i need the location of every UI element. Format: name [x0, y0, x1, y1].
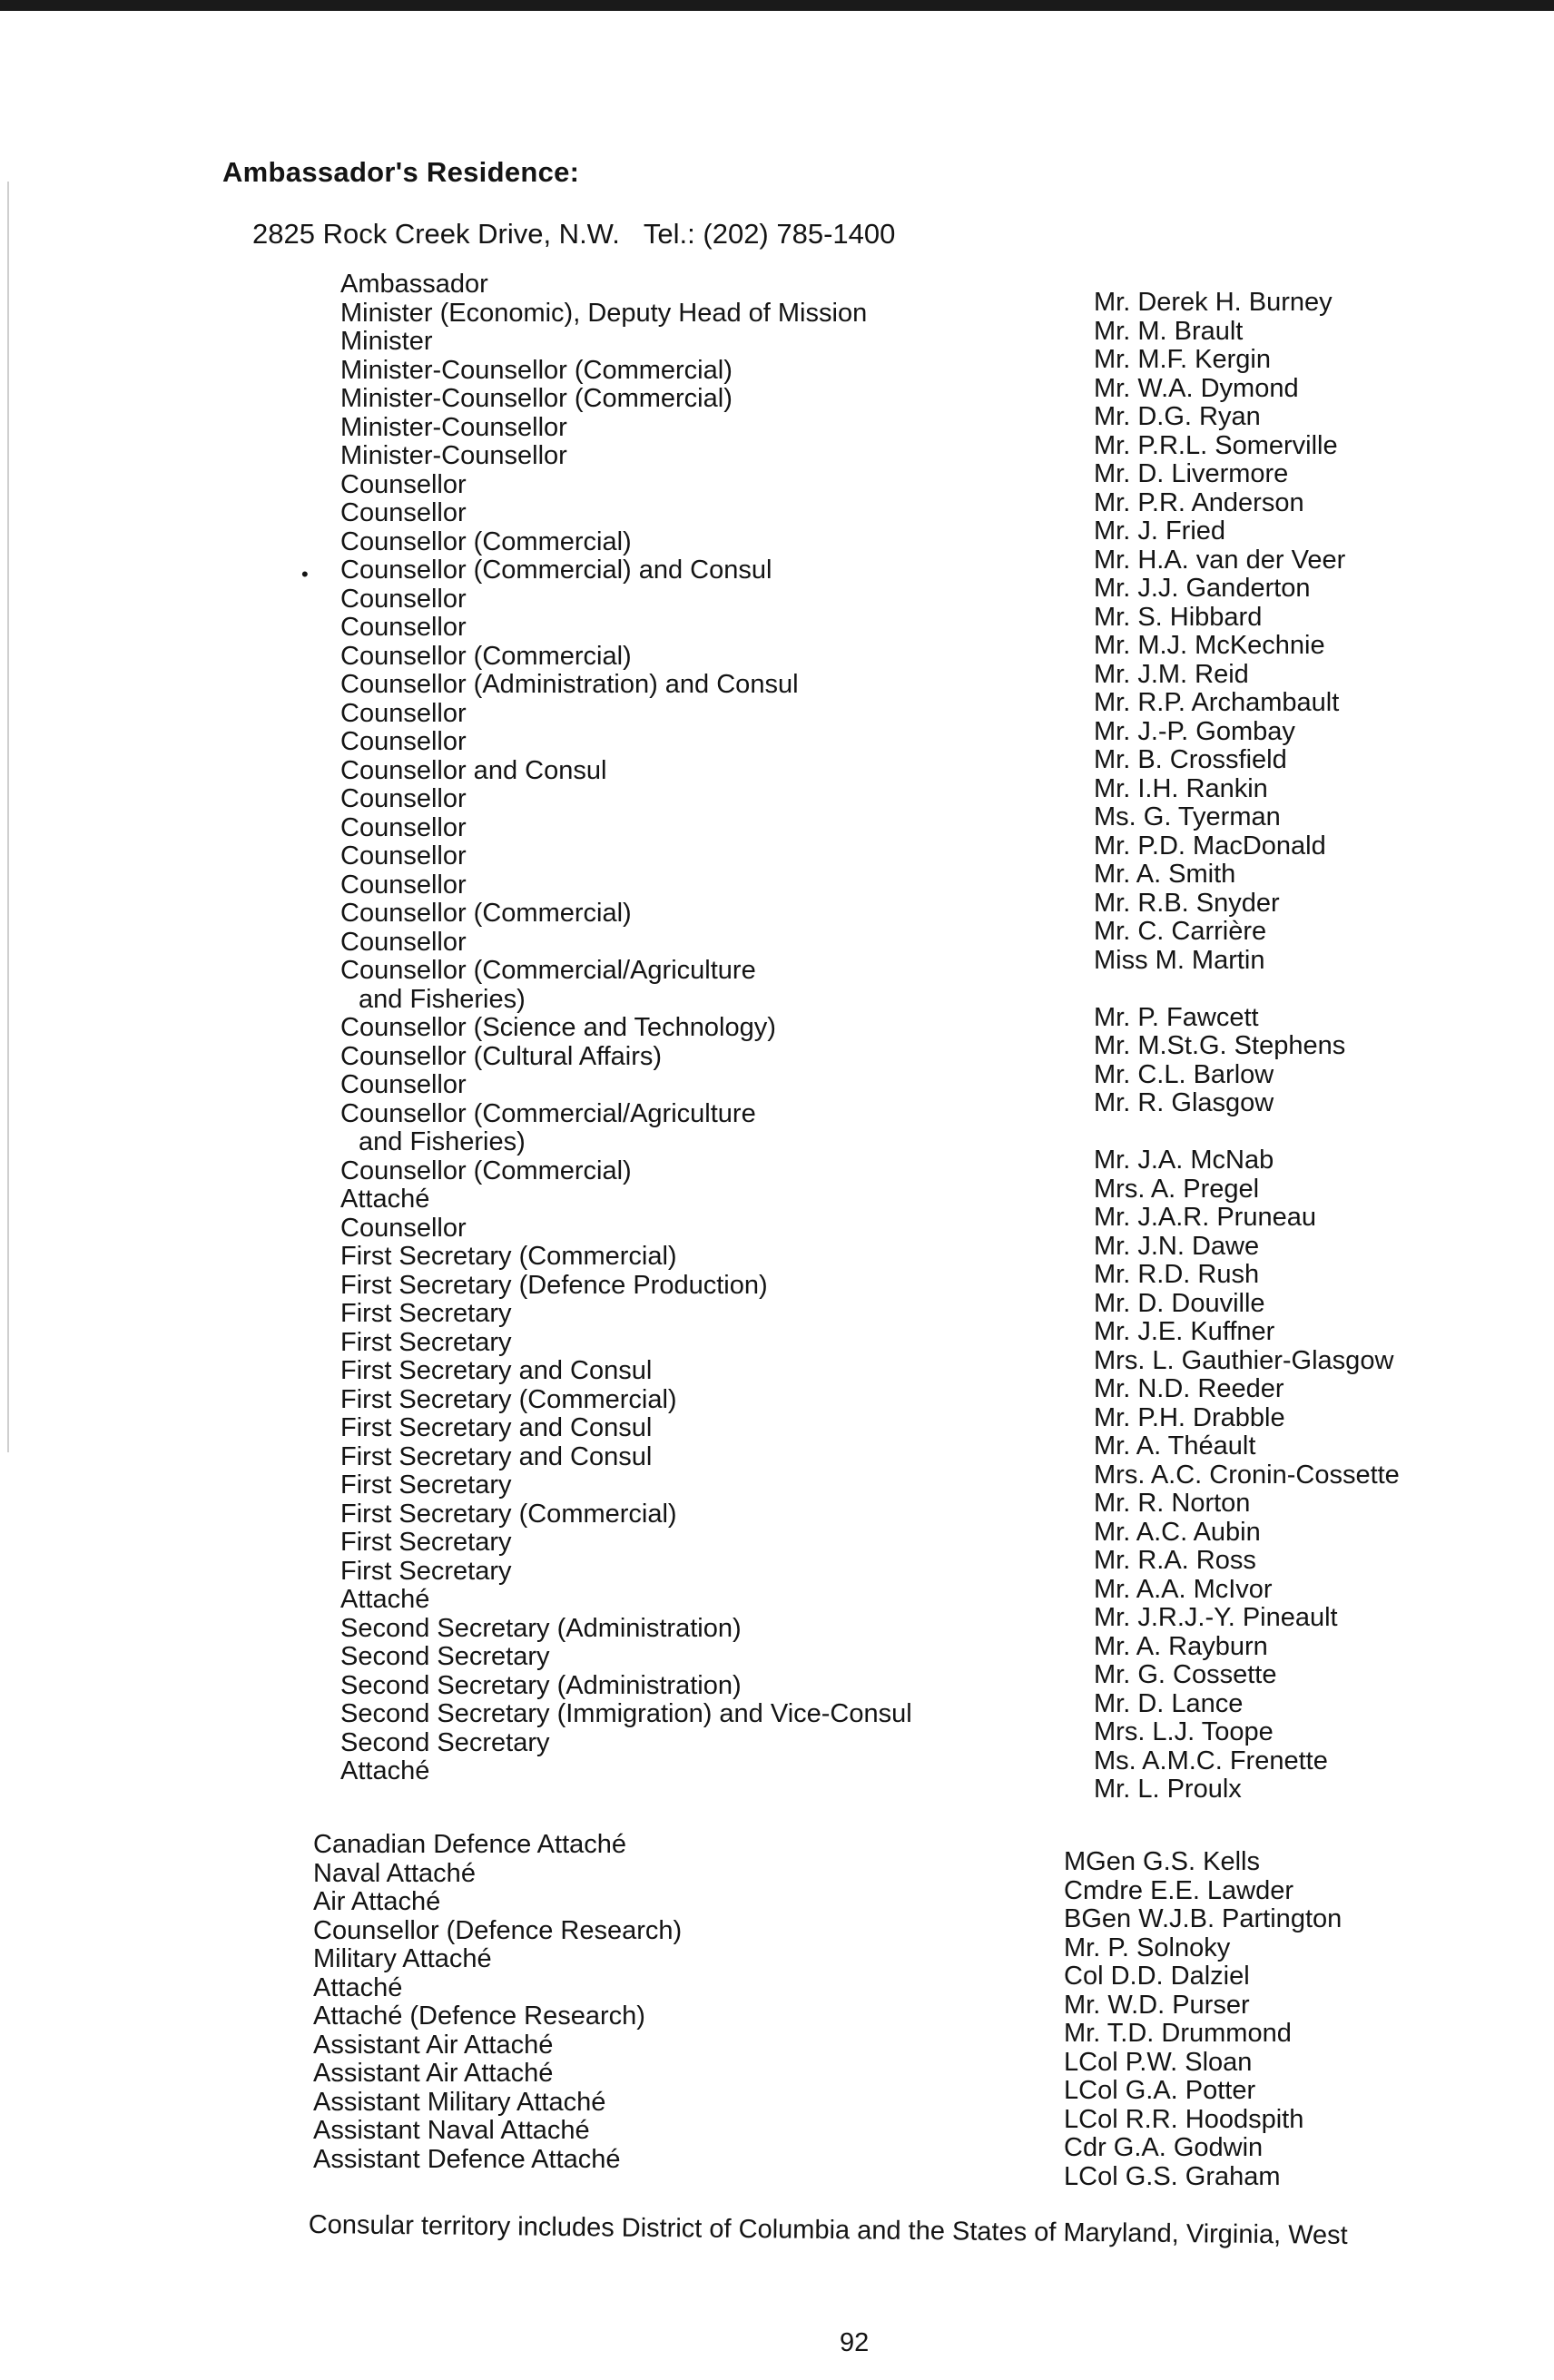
staff-title: Minister-Counsellor (Commercial) [340, 384, 733, 413]
scan-top-edge [0, 0, 1554, 11]
defence-name: LCol G.S. Graham [1064, 2161, 1281, 2191]
staff-title: Counsellor [340, 698, 467, 728]
staff-name: Mr. P. Fawcett [1094, 1002, 1259, 1032]
staff-title: First Secretary and Consul [340, 1356, 653, 1385]
telephone-number: Tel.: (202) 785-1400 [643, 218, 896, 250]
staff-title: Minister-Counsellor (Commercial) [340, 355, 733, 385]
staff-name: Mrs. L. Gauthier-Glasgow [1094, 1345, 1394, 1375]
staff-name: Mr. R.A. Ross [1094, 1546, 1256, 1575]
defence-title: Assistant Defence Attaché [313, 2144, 621, 2174]
staff-title: Counsellor [340, 469, 467, 499]
staff-title: Counsellor (Commercial) [340, 641, 632, 671]
staff-title: First Secretary [340, 1299, 512, 1328]
staff-name: Mr. Derek H. Burney [1094, 288, 1333, 317]
staff-name: Mr. C. Carrière [1094, 917, 1267, 946]
staff-title: First Secretary (Commercial) [340, 1499, 677, 1529]
staff-name: Mr. A. Smith [1094, 860, 1236, 889]
defence-name: Cmdre E.E. Lawder [1064, 1875, 1294, 1905]
staff-title: Counsellor (Administration) and Consul [340, 670, 799, 699]
staff-title: Counsellor [340, 841, 467, 870]
defence-name: Mr. W.D. Purser [1064, 1990, 1250, 2020]
staff-name: Mrs. A.C. Cronin-Cossette [1094, 1460, 1400, 1490]
staff-title: First Secretary [340, 1528, 512, 1557]
defence-name: LCol G.A. Potter [1064, 2076, 1256, 2105]
staff-name: Mr. C.L. Barlow [1094, 1059, 1274, 1089]
staff-name: Mr. D. Lance [1094, 1688, 1244, 1718]
street-address: 2825 Rock Creek Drive, N.W. [252, 218, 620, 250]
staff-name: Mr. R. Norton [1094, 1489, 1251, 1518]
staff-name: Mr. A.A. McIvor [1094, 1574, 1273, 1604]
page-heading: Ambassador's Residence: [222, 156, 580, 188]
staff-title: Counsellor (Commercial) [340, 526, 632, 556]
staff-name: Mrs. A. Pregel [1094, 1174, 1260, 1204]
staff-title: Counsellor (Commercial) and Consul [340, 556, 772, 585]
staff-title: Counsellor (Commercial) [340, 1156, 632, 1185]
defence-name: Cdr G.A. Godwin [1064, 2133, 1264, 2162]
staff-name: Mr. A.C. Aubin [1094, 1517, 1261, 1547]
staff-name: Mr. R. Glasgow [1094, 1088, 1274, 1117]
staff-title: Counsellor [340, 784, 467, 813]
defence-title: Naval Attaché [313, 1858, 476, 1888]
defence-name: MGen G.S. Kells [1064, 1847, 1260, 1876]
staff-title: First Secretary and Consul [340, 1413, 653, 1442]
staff-title: First Secretary and Consul [340, 1441, 653, 1471]
staff-name: Mr. N.D. Reeder [1094, 1374, 1284, 1403]
staff-title: Counsellor (Science and Technology) [340, 1013, 776, 1042]
staff-title: Counsellor [340, 927, 467, 957]
staff-title: Counsellor (Commercial/Agriculture [340, 1098, 756, 1128]
staff-name: Mr. P.R. Anderson [1094, 487, 1304, 517]
defence-name: LCol P.W. Sloan [1064, 2047, 1253, 2077]
staff-title: Second Secretary (Immigration) and Vice-Consul [340, 1699, 912, 1728]
staff-title: Second Secretary [340, 1727, 550, 1757]
staff-name: Mr. R.B. Snyder [1094, 888, 1280, 918]
staff-name: Mr. J. Fried [1094, 516, 1226, 546]
staff-name: Mr. D. Douville [1094, 1288, 1265, 1318]
staff-name: Mr. W.A. Dymond [1094, 373, 1299, 403]
staff-title: Counsellor (Commercial/Agriculture [340, 956, 756, 985]
defence-name: Mr. P. Solnoky [1064, 1933, 1231, 1962]
staff-title: First Secretary [340, 1327, 512, 1357]
staff-title: Attaché [340, 1185, 430, 1214]
consular-territory-note: Consular territory includes District of Columbia and the States of Maryland, Virginia, West [308, 2210, 1348, 2250]
scan-left-edge [7, 182, 9, 1452]
defence-title: Canadian Defence Attaché [313, 1830, 627, 1859]
page-number: 92 [840, 2328, 870, 2357]
defence-title: Assistant Military Attaché [313, 2087, 606, 2117]
staff-name: Mr. M.J. McKechnie [1094, 631, 1325, 660]
staff-title: Counsellor [340, 1070, 467, 1099]
staff-title: Second Secretary [340, 1642, 550, 1671]
staff-name: Mr. P.R.L. Somerville [1094, 430, 1338, 460]
staff-name: Mr. J.E. Kuffner [1094, 1317, 1275, 1346]
staff-title: First Secretary (Defence Production) [340, 1270, 768, 1300]
staff-name: Mr. A. Rayburn [1094, 1631, 1268, 1661]
staff-title: Counsellor [340, 584, 467, 614]
defence-title: Attaché (Defence Research) [313, 2001, 645, 2031]
staff-title: and Fisheries) [359, 984, 526, 1014]
staff-title: Counsellor [340, 1213, 467, 1243]
staff-name: Mr. M.St.G. Stephens [1094, 1031, 1346, 1060]
staff-title: Counsellor (Cultural Affairs) [340, 1041, 663, 1071]
defence-title: Assistant Air Attaché [313, 2059, 554, 2088]
staff-name: Mr. H.A. van der Veer [1094, 545, 1346, 575]
staff-title: Minister-Counsellor [340, 412, 567, 442]
staff-name [1094, 975, 1529, 1004]
staff-name: Ms. G. Tyerman [1094, 802, 1281, 831]
defence-name: BGen W.J.B. Partington [1064, 1904, 1343, 1933]
staff-title: Counsellor [340, 727, 467, 756]
staff-title: Second Secretary (Administration) [340, 1670, 742, 1700]
staff-name: Mr. S. Hibbard [1094, 602, 1263, 632]
defence-title: Assistant Air Attaché [313, 2030, 554, 2060]
staff-title: Attaché [340, 1756, 430, 1785]
staff-title: Counsellor (Commercial) [340, 899, 632, 928]
defence-name: LCol R.R. Hoodspith [1064, 2104, 1304, 2134]
defence-name: Mr. T.D. Drummond [1064, 2019, 1292, 2048]
staff-title: Minister [340, 327, 433, 356]
staff-name: Mr. R.P. Archambault [1094, 688, 1340, 717]
staff-title: Counsellor [340, 498, 467, 527]
defence-title: Air Attaché [313, 1887, 441, 1916]
staff-name: Mr. D.G. Ryan [1094, 402, 1261, 431]
staff-titles-column [340, 270, 976, 1786]
staff-names-column [1094, 289, 1529, 1805]
staff-name: Mr. M. Brault [1094, 316, 1244, 346]
staff-name: Miss M. Martin [1094, 945, 1265, 975]
staff-title: First Secretary [340, 1470, 512, 1500]
defence-title: Counsellor (Defence Research) [313, 1915, 683, 1945]
staff-title: First Secretary (Commercial) [340, 1384, 677, 1414]
staff-name: Mr. P.D. MacDonald [1094, 831, 1326, 861]
staff-title: Attaché [340, 1585, 430, 1614]
staff-name: Mr. G. Cossette [1094, 1660, 1277, 1689]
staff-name: Ms. A.M.C. Frenette [1094, 1746, 1328, 1775]
staff-name: Mrs. L.J. Toope [1094, 1717, 1274, 1746]
staff-name: Mr. J.J. Ganderton [1094, 574, 1311, 603]
staff-name: Mr. J.N. Dawe [1094, 1231, 1260, 1261]
staff-name: Mr. J.A.R. Pruneau [1094, 1203, 1316, 1232]
staff-name: Mr. A. Théault [1094, 1431, 1256, 1460]
staff-title: Second Secretary (Administration) [340, 1613, 742, 1643]
staff-title: Counsellor and Consul [340, 755, 607, 785]
staff-name [1094, 1118, 1529, 1147]
staff-name: Mr. R.D. Rush [1094, 1260, 1260, 1289]
staff-title: Ambassador [340, 270, 488, 299]
staff-name: Mr. J.A. McNab [1094, 1146, 1274, 1175]
staff-title: and Fisheries) [359, 1127, 526, 1156]
defence-title: Attaché [313, 1972, 403, 2002]
staff-name: Mr. M.F. Kergin [1094, 345, 1271, 374]
staff-name: Mr. L. Proulx [1094, 1775, 1242, 1804]
staff-name: Mr. D. Livermore [1094, 459, 1289, 488]
staff-title: First Secretary (Commercial) [340, 1242, 677, 1271]
defence-title: Military Attaché [313, 1944, 492, 1973]
staff-name: Mr. J.-P. Gombay [1094, 716, 1295, 746]
staff-title: Counsellor [340, 812, 467, 842]
bullet-marker: • [301, 563, 309, 585]
staff-title: Minister (Economic), Deputy Head of Mission [340, 298, 868, 328]
staff-name: Mr. P.H. Drabble [1094, 1402, 1285, 1432]
staff-name: Mr. J.R.J.-Y. Pineault [1094, 1603, 1338, 1632]
staff-name: Mr. B. Crossfield [1094, 745, 1287, 774]
staff-title: Counsellor [340, 870, 467, 900]
defence-names-column [1064, 1848, 1500, 2191]
residence-address [252, 218, 911, 251]
defence-titles-column [313, 1831, 967, 2174]
defence-name: Col D.D. Dalziel [1064, 1962, 1250, 1991]
staff-name: Mr. J.M. Reid [1094, 659, 1249, 689]
staff-name: Mr. I.H. Rankin [1094, 773, 1268, 803]
staff-title: First Secretary [340, 1556, 512, 1586]
staff-title: Counsellor [340, 613, 467, 642]
defence-title: Assistant Naval Attaché [313, 2116, 590, 2145]
staff-title: Minister-Counsellor [340, 441, 567, 470]
